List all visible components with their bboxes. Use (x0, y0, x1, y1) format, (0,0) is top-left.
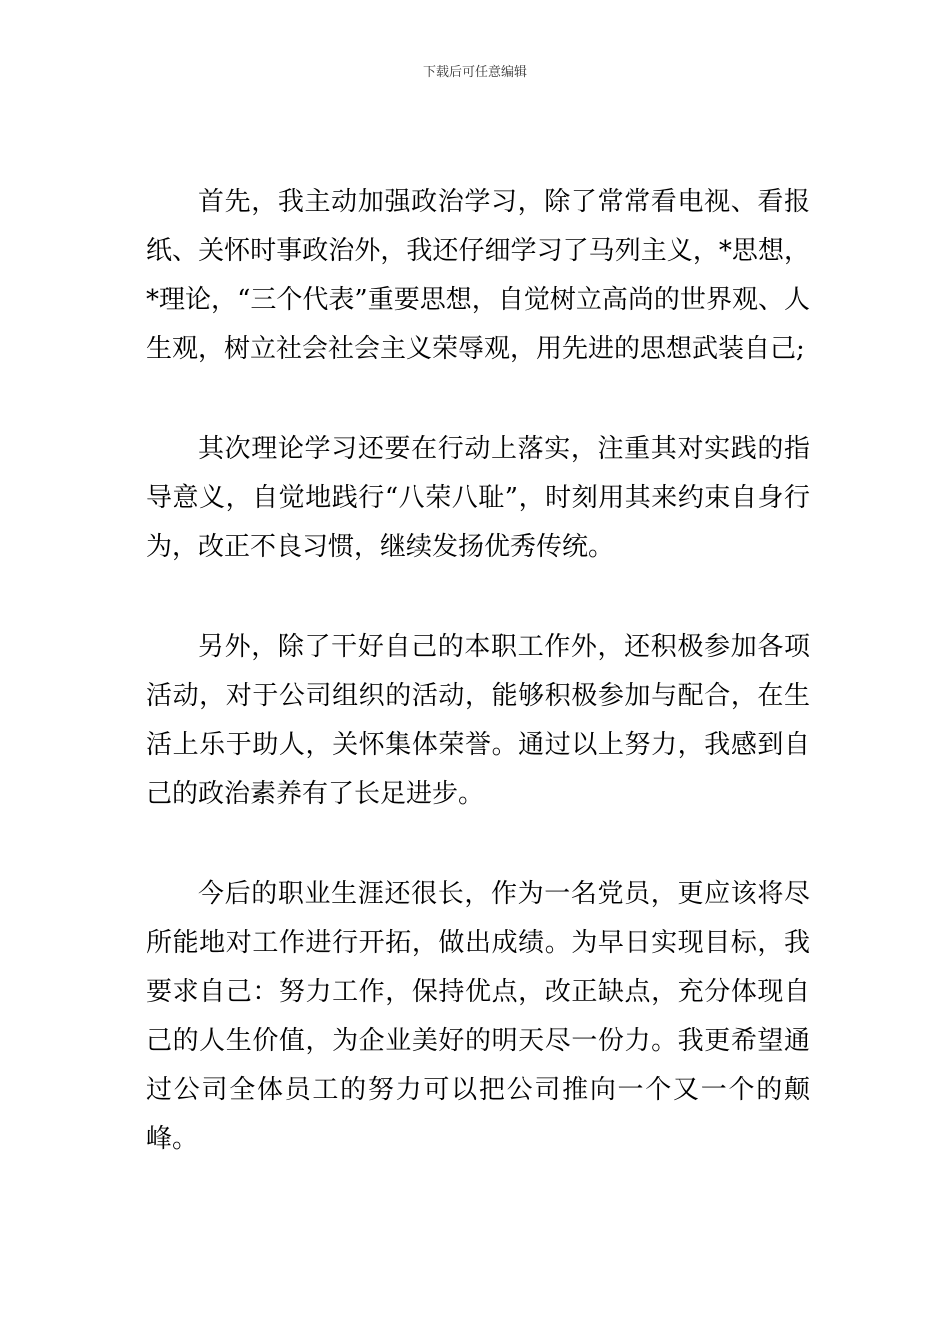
document-body (146, 178, 810, 1215)
paragraph-2: 其次理论学习还要在行动上落实，注重其对实践的指导意义，自觉地践行“八荣八耻”，时刻用其来约束自身行为，改正不良习惯，继续发扬优秀传统。 (146, 434, 810, 562)
paragraph-1: 首先，我主动加强政治学习，除了常常看电视、看报纸、关怀时事政治外，我还仔细学习了马列主义，*思想，*理论，“三个代表”重要思想，自觉树立高尚的世界观、人生观，树立社会社会主义荣辱观，用先进的思想武装自己; (146, 187, 810, 364)
page-header: 下载后可任意编辑 (422, 65, 527, 80)
paragraph-4: 今后的职业生涯还很长，作为一名党员，更应该将尽所能地对工作进行开拓，做出成绩。为早日实现目标，我要求自己：努力工作，保持优点，改正缺点，充分体现自己的人生价值，为企业美好的明天尽一份力。我更希望通过公司全体员工的努力可以把公司推向一个又一个的颠峰。 (146, 879, 810, 1154)
paragraph-3: 另外，除了干好自己的本职工作外，还积极参加各项活动，对于公司组织的活动，能够积极参加与配合，在生活上乐于助人，关怀集体荣誉。通过以上努力，我感到自己的政治素养有了长足进步。 (146, 632, 810, 809)
